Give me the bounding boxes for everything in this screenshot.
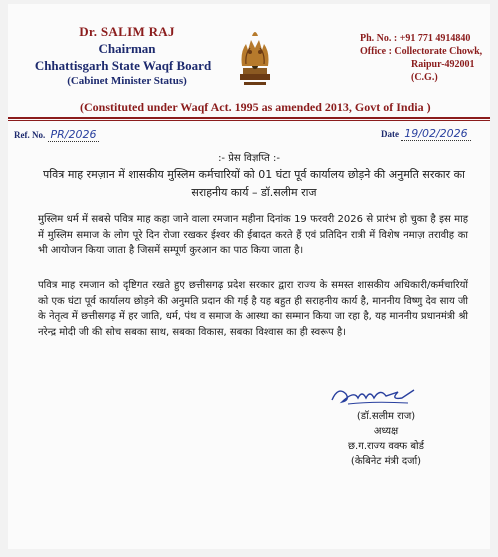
chairman-role: Chairman	[98, 41, 156, 56]
organization-name: Chhattisgarh State Waqf Board	[34, 58, 212, 73]
chairman-name: Dr. SALIM RAJ	[79, 24, 175, 39]
letterhead-left	[22, 24, 232, 87]
signatory-title: अध्यक्ष	[373, 426, 399, 437]
header-rule-bottom	[8, 120, 490, 121]
ref-value: PR/2026	[48, 128, 100, 142]
press-release-heading: :- प्रेस विज्ञप्ति :-	[218, 153, 280, 164]
constitution-note: (Constituted under Waqf Act. 1995 as amended 2013, Govt of India )	[80, 100, 431, 114]
reference-number	[14, 128, 99, 141]
government-emblem-icon	[230, 22, 280, 88]
signatory-org: छ.ग.राज्य वक्फ बोर्ड	[348, 441, 424, 452]
handwritten-signature-icon	[328, 382, 418, 408]
paragraph-1: मुस्लिम धर्म में सबसे पवित्र माह कहा जाने वाला रमजान महीना दिनांक 19 फरवरी 2026 से प्रारंभ हो चुका है इस माह में मुस्लिम समाज के लोग पूरे दिन रोजा रखकर ईश्वर की ईबादत करते हैं एवं प्रतिदिन रात्री में विशेष नमाज़ तरावीह का भी आयोजन किया जाता है जिसमें सम्पूर्ण कुरआन का पाठ किया जाता है।	[38, 214, 468, 256]
letterhead-contact	[360, 32, 490, 84]
letter-page	[8, 4, 490, 549]
cabinet-status: (Cabinet Minister Status)	[67, 75, 187, 87]
signatory-name: (डॉ.सलीम राज)	[356, 411, 416, 422]
signatory-status: (केबिनेट मंत्री दर्जा)	[350, 456, 422, 467]
signature-block	[330, 409, 442, 469]
phone-number: Ph. No. : +91 771 4914840	[360, 33, 471, 44]
paragraph-2: पवित्र माह रमजान को दृष्टिगत रखते हुए छत्तीसगढ़ प्रदेश सरकार द्वारा राज्य के समस्त शासकीय अधिकारी/कर्मचारियों को एक घंटा पूर्व कार्यालय छोड़ने की अनुमति प्रदान की गई है यह बहुत ही सराहनीय कार्य है, माननीय विष्णु देव साय जी के नेतृत्व में छत्तीसगढ़ में हर जाति, धर्म, पंथ व समाज के आस्था का सम्मान किया जा रहा है, यह माननीय प्रधानमंत्री श्री नरेन्द्र मोदी जी की सोच सबका साथ, सबका विकास, सबका विश्वास का ही स्वरूप है।	[38, 280, 468, 338]
office-address-line2: Raipur-492001 (C.G.)	[411, 59, 475, 83]
date-label: Date	[381, 129, 399, 139]
letter-date	[381, 127, 471, 140]
ref-label: Ref. No.	[14, 130, 46, 140]
date-value: 19/02/2026	[401, 127, 470, 141]
office-address-line1: Office : Collectorate Chowk,	[360, 46, 483, 57]
header-rule-top	[8, 117, 490, 119]
subject-line: पवित्र माह रमज़ान में शासकीय मुस्लिम कर्मचारियों को 01 घंटा पूर्व कार्यालय छोड़ने की अनुमति सरकार का सराहनीय कार्य – डॉ.सलीम राज	[43, 168, 465, 199]
